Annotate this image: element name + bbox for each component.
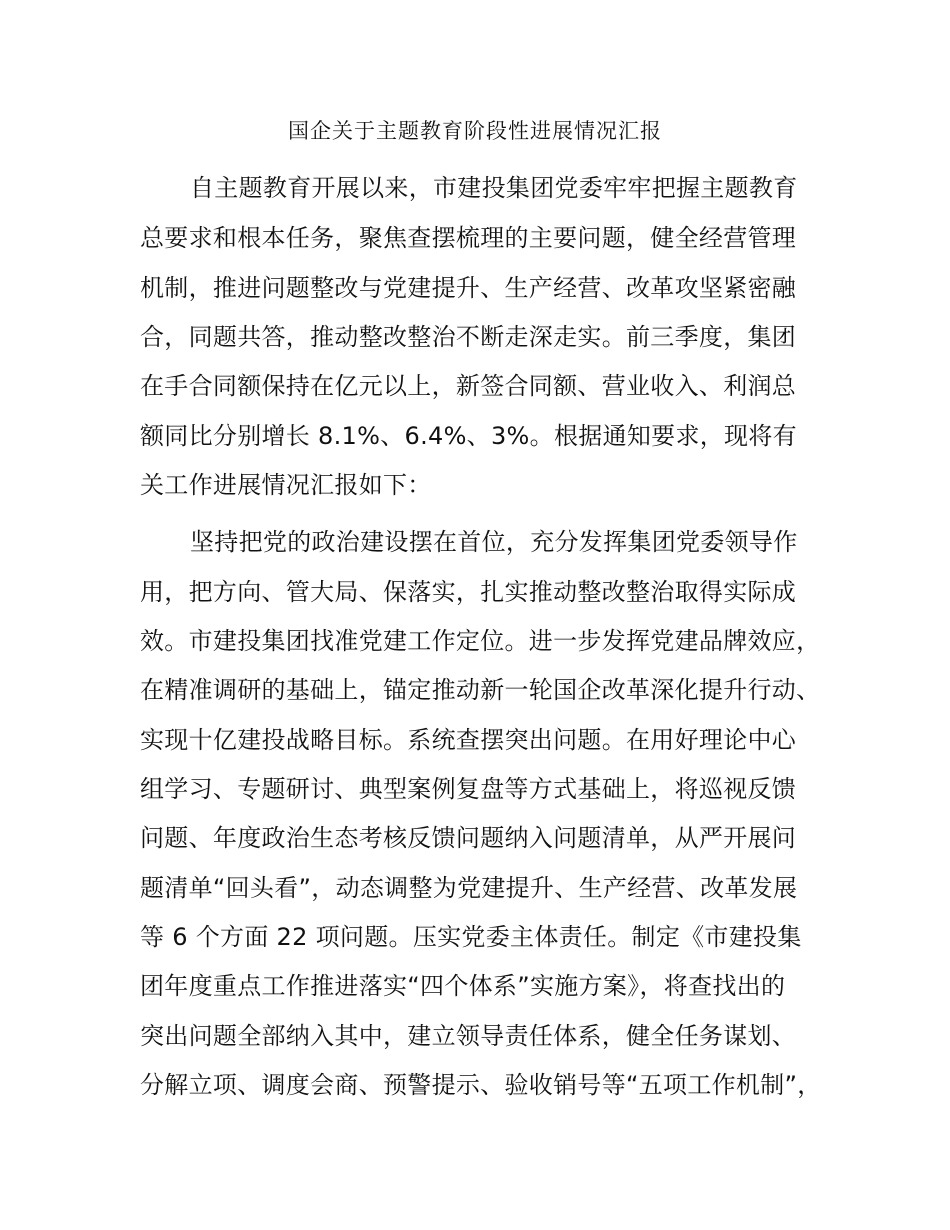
paragraph-line: 团年度重点工作推进落实“四个体系”实施方案》，将查找出的 (140, 972, 786, 1000)
paragraph-line: 等 6 个方面 22 项问题。压实党委主体责任。制定《市建投集 (140, 923, 802, 951)
paragraph-line: 额同比分别增长 8.1%、6.4%、3%。根据通知要求，现将有 (140, 422, 797, 450)
paragraph-line: 在手合同额保持在亿元以上，新签合同额、营业收入、利润总 (140, 372, 797, 400)
paragraph-line: 问题、年度政治生态考核反馈问题纳入问题清单，从严开展问 (140, 824, 797, 852)
paragraph-line: 自主题教育开展以来，市建投集团党委牢牢把握主题教育 (190, 174, 798, 202)
paragraph-line: 坚持把党的政治建设摆在首位，充分发挥集团党委领导作 (190, 528, 798, 556)
paragraph-line: 合，同题共答，推动整改整治不断走深走实。前三季度，集团 (140, 323, 797, 351)
paragraph-line: 分解立项、调度会商、预警提示、验收销号等“五项工作机制”， (140, 1071, 822, 1099)
paragraph-line: 组学习、专题研讨、典型案例复盘等方式基础上，将巡视反馈 (140, 775, 797, 803)
paragraph-line: 实现十亿建投战略目标。系统查摆突出问题。在用好理论中心 (140, 726, 797, 754)
paragraph-line: 题清单“回头看”，动态调整为党建提升、生产经营、改革发展 (140, 874, 798, 902)
paragraph-line: 关工作进展情况汇报如下： (140, 471, 432, 499)
paragraph-line: 总要求和根本任务，聚焦查摆梳理的主要问题，健全经营管理 (140, 224, 797, 252)
document-title: 国企关于主题教育阶段性进展情况汇报 (288, 119, 662, 143)
paragraph-line: 用，把方向、管大局、保落实，扎实推动整改整治取得实际成 (140, 578, 797, 606)
paragraph-line: 突出问题全部纳入其中，建立领导责任体系，健全任务谋划、 (140, 1022, 797, 1050)
paragraph-line: 效。市建投集团找准党建工作定位。进一步发挥党建品牌效应， (140, 627, 821, 655)
paragraph-line: 机制，推进问题整改与党建提升、生产经营、改革攻坚紧密融 (140, 274, 797, 302)
paragraph-line: 在精准调研的基础上，锚定推动新一轮国企改革深化提升行动、 (140, 676, 821, 704)
